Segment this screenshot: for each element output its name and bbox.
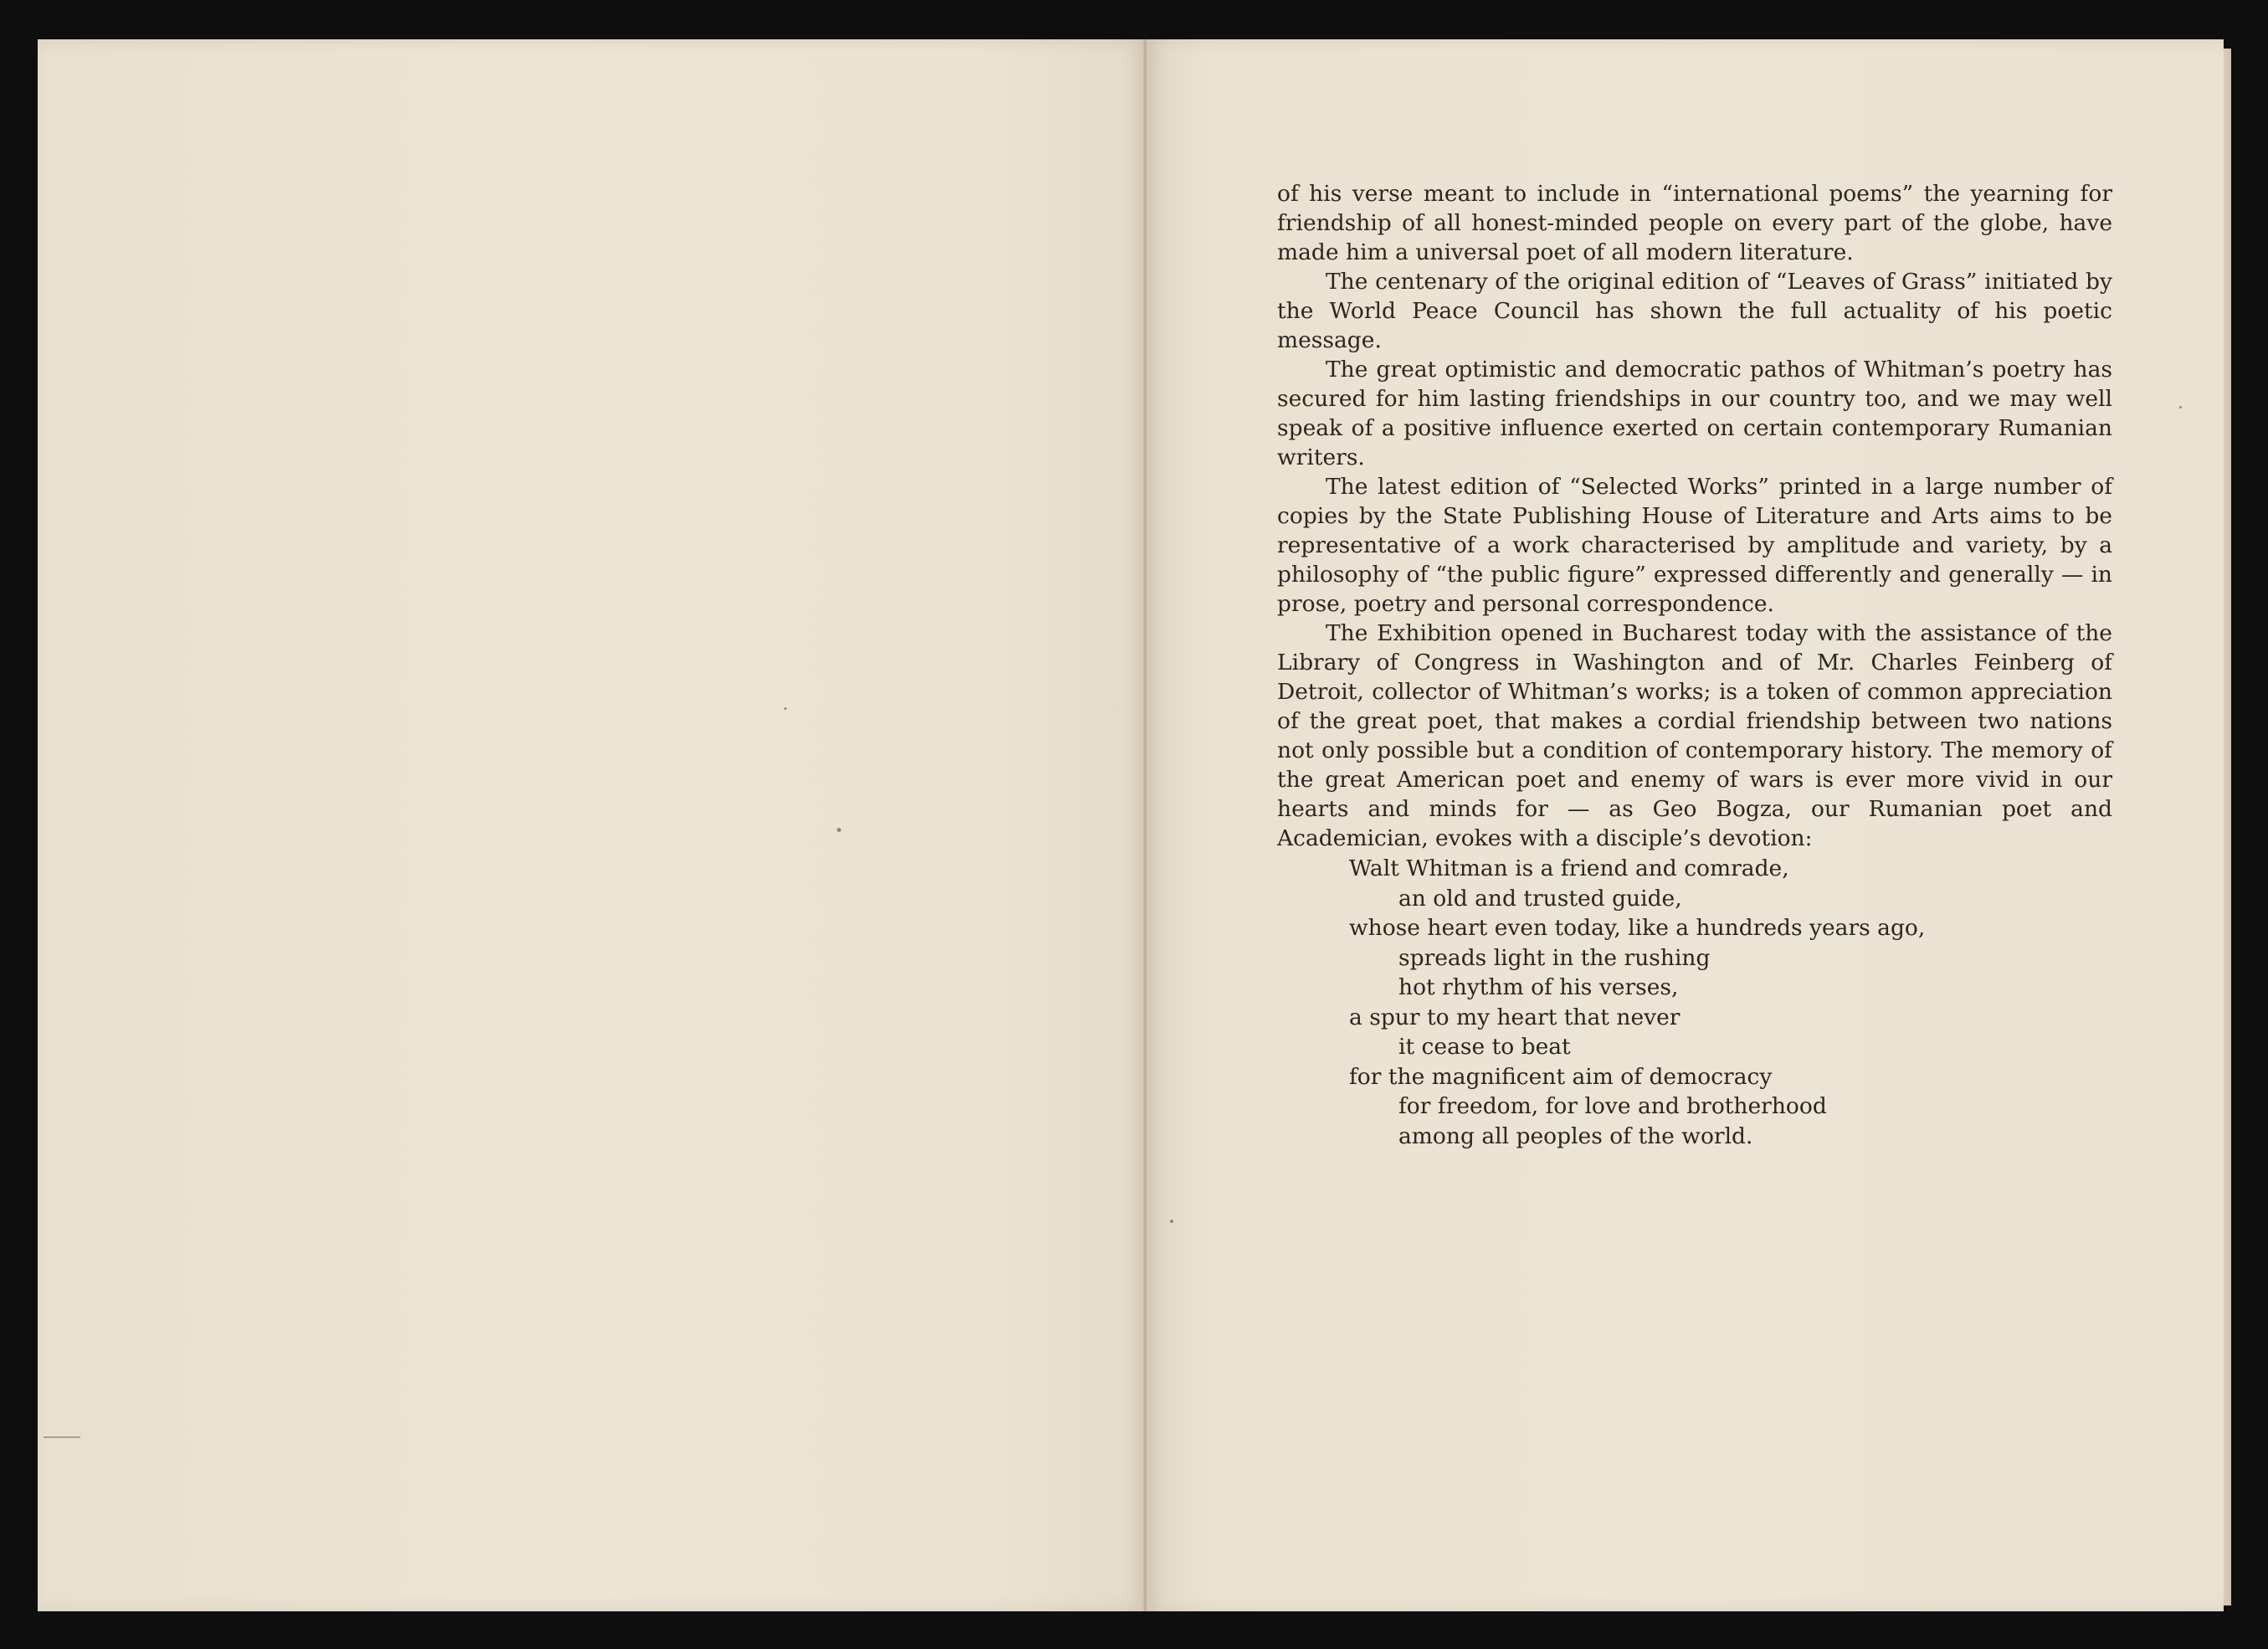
poem-line: an old and trusted guide, bbox=[1398, 885, 1682, 912]
page-edge bbox=[2224, 49, 2231, 1605]
poem-line: hot rhythm of his verses, bbox=[1398, 974, 1679, 1000]
edge-mark bbox=[44, 1436, 80, 1438]
paper-speck bbox=[837, 828, 841, 832]
paragraph: The great optimistic and democratic pathos of Whitman’s poetry has secured for him lasting friendships in our country too, and we may well speak of a positive influence exerted on certain contemporary Rumanian writers. bbox=[1277, 357, 2112, 470]
body-text bbox=[1277, 179, 2112, 1151]
paper-speck bbox=[1170, 1220, 1173, 1223]
poem-line: among all peoples of the world. bbox=[1398, 1122, 1753, 1149]
poem-line: a spur to my heart that never bbox=[1349, 1004, 1680, 1030]
paper-speck bbox=[2179, 406, 2182, 408]
poem-line: it cease to beat bbox=[1398, 1034, 1571, 1060]
paper-speck bbox=[784, 707, 787, 710]
paragraph: of his verse meant to include in “international poems” the yearning for friendship of all honest-minded people on every part of the globe, have made him a universal poet of all modern literature. bbox=[1277, 181, 2112, 265]
quoted-poem bbox=[1277, 854, 2112, 1151]
poem-line: Walt Whitman is a friend and comrade, bbox=[1349, 855, 1789, 881]
poem-line: whose heart even today, like a hundreds years ago, bbox=[1349, 915, 1926, 941]
paragraph: The centenary of the original edition of “Leaves of Grass” initiated by the World Peace Council has shown the full actuality of his poetic message. bbox=[1277, 269, 2112, 353]
paragraph: The Exhibition opened in Bucharest today with the assistance of the Library of Congress in Washington and of Mr. Charles Feinberg of Detroit, collector of Whitman’s works; is a token of common appreciation of the great poet, that makes a cordial friendship between two nations not only possible but a condition of contemporary history. The memory of the great American poet and enemy of wars is ever more vivid in our hearts and minds for — as Geo Bogza, our Rumanian poet and Academician, evokes with a disciple’s devotion: bbox=[1277, 620, 2112, 851]
poem-line: spreads light in the rushing bbox=[1398, 944, 1711, 971]
paragraph: The latest edition of “Selected Works” printed in a large number of copies by the State Publishing House of Literature and Arts aims to be representative of a work characterised by amplitude and variety, by a philosophy of “the public figure” expressed differently and generally — in prose, poetry and personal correspondence. bbox=[1277, 474, 2112, 617]
poem-line: for freedom, for love and brotherhood bbox=[1398, 1093, 1827, 1119]
poem-line: for the magnificent aim of democracy bbox=[1349, 1063, 1773, 1090]
left-page bbox=[38, 39, 1144, 1611]
